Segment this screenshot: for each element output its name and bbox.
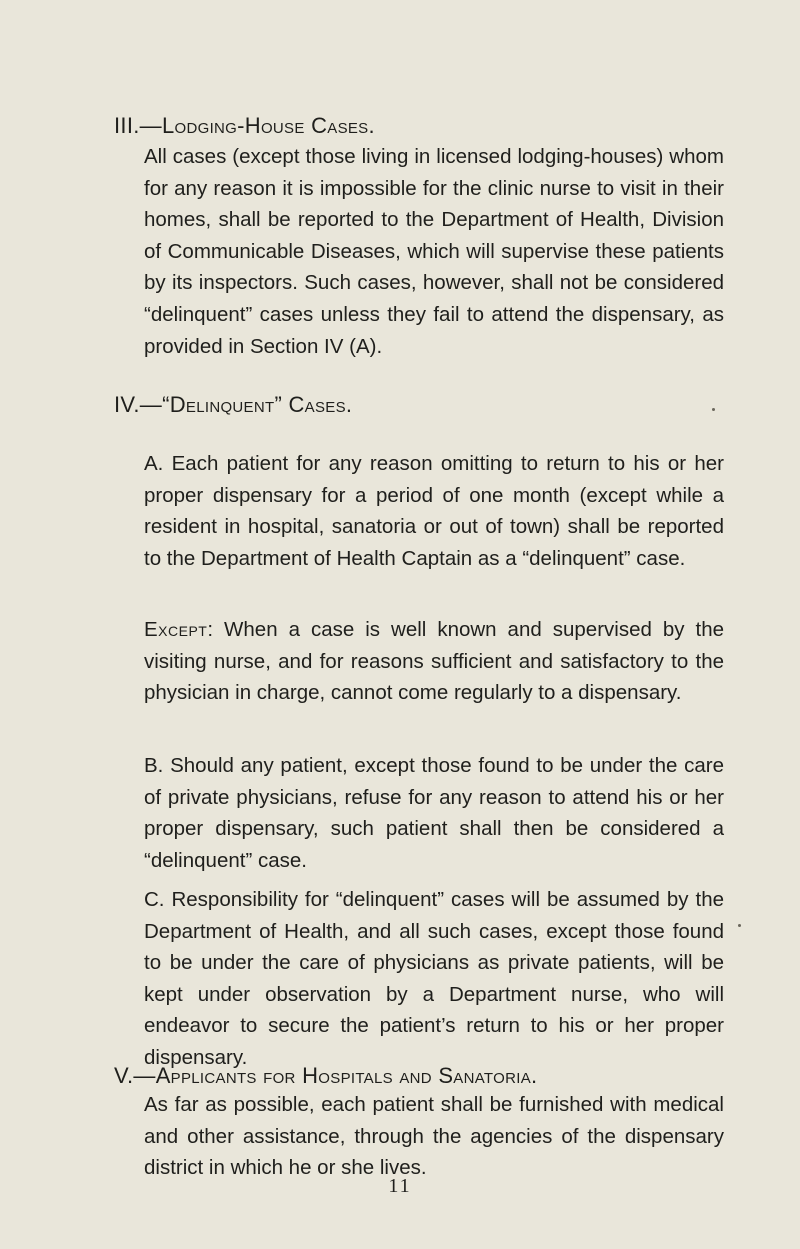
section-numeral: III. — [114, 113, 140, 138]
paper-speck — [738, 924, 741, 927]
exception-label: Except — [144, 618, 208, 641]
section-iv-paragraph-c: C. Responsibility for “delinquent” cases will be assumed by the Department of Health, and all such cases, except those found to be under the care of physicians as private patients, will be kept under observation by a Department nurse, who will endeavor to secure the patient’s return to his or her proper dispensary. — [144, 888, 724, 1069]
section-heading-iii — [114, 113, 375, 139]
section-numeral: IV. — [114, 392, 140, 417]
page-number: 11 — [388, 1175, 412, 1197]
section-iv-exception-paragraph — [144, 614, 724, 709]
section-heading-v — [114, 1063, 537, 1089]
section-dash: — — [139, 392, 163, 417]
paper-speck — [712, 408, 715, 411]
section-iv-paragraph-a: A. Each patient for any reason omitting to return to his or her proper dispensary for a period of one month (except while a resident in hospital, sanatoria or out of town) shall be reported to the Department of Health Captain as a “delinquent” case. — [144, 452, 724, 570]
exception-text: : When a case is well known and supervised by the visiting nurse, and for reasons sufficient and satisfactory to the physician in charge, cannot come regularly to a dispensary. — [144, 618, 724, 705]
section-title: “Delinquent” Cases. — [162, 392, 353, 417]
section-heading-iv — [114, 392, 352, 418]
section-iv-paragraph-b: B. Should any patient, except those found to be under the care of private physicians, refuse for any reason to attend his or her proper dispensary, such patient shall then be considered a “delinquent” case. — [144, 754, 724, 872]
section-dash: — — [133, 1063, 156, 1088]
section-dash: — — [139, 113, 162, 138]
section-title: Applicants for Hospitals and Sanatoria. — [155, 1063, 538, 1088]
section-iii-paragraph: All cases (except those living in licensed lodging-houses) whom for any reason it is impossible for the clinic nurse to visit in their homes, shall be reported to the Department of Health, Division of Communicable Diseases, which will supervise these patients by its inspectors. Such cases, however, shall not be considered “delinquent” cases unless they fail to attend the dispensary, as provided in Section IV (A). — [144, 145, 724, 358]
section-v-paragraph: As far as possible, each patient shall be furnished with medical and other assistance, through the agencies of the dispensary district in which he or she lives. — [144, 1093, 724, 1180]
section-title: Lodging-House Cases. — [161, 113, 375, 138]
section-numeral: V. — [114, 1063, 134, 1088]
